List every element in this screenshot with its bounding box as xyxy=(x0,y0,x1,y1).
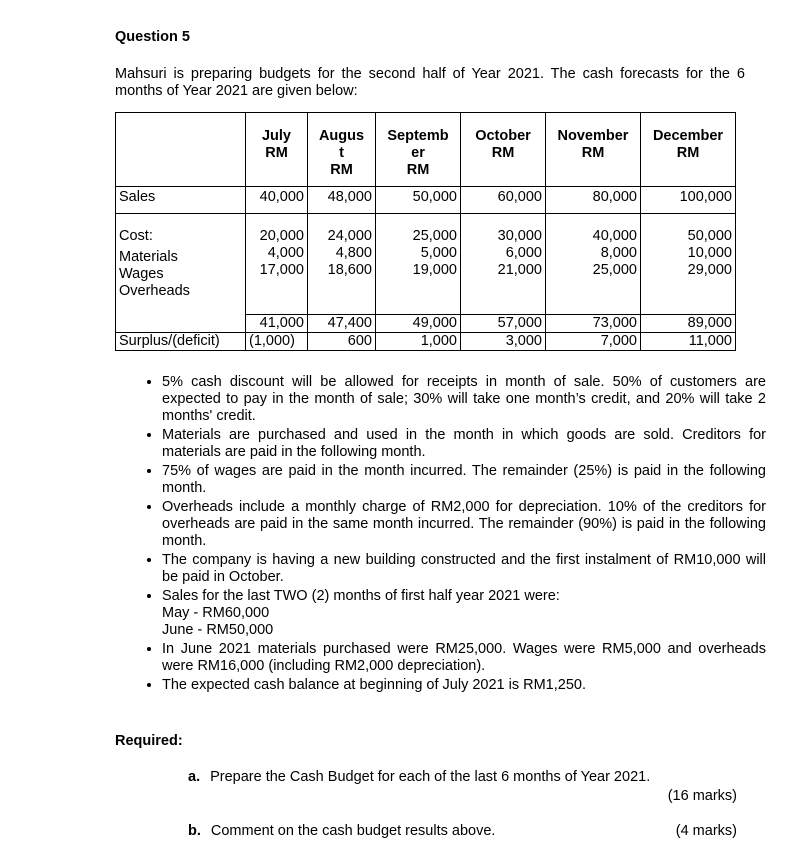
list-item: • The company is having a new building constructed and the first instalment of RM10,000 will be paid in October. xyxy=(162,552,766,586)
cash-forecast-table xyxy=(115,112,736,351)
total-cost-cell: 73,000 xyxy=(546,315,641,333)
cost-cell: 25,000 5,000 19,000 xyxy=(376,214,461,315)
total-cost-cell: 89,000 xyxy=(641,315,736,333)
prior-sales-may: May - RM60,000 xyxy=(162,605,270,621)
surplus-cell: 3,000 xyxy=(461,333,546,351)
total-cost-cell: 47,400 xyxy=(308,315,376,333)
part-b xyxy=(188,823,495,839)
header-september: Septemb er RM xyxy=(376,113,461,187)
sales-cell: 60,000 xyxy=(461,187,546,214)
cost-cell: 40,000 8,000 25,000 xyxy=(546,214,641,315)
cost-row xyxy=(116,214,736,315)
total-cost-cell: 49,000 xyxy=(376,315,461,333)
required-heading: Required: xyxy=(115,733,183,749)
question-intro: Mahsuri is preparing budgets for the second half of Year 2021. The cash forecasts for the 6 months of Year 2021 are given below: xyxy=(115,66,745,99)
list-item: • The expected cash balance at beginning of July 2021 is RM1,250. xyxy=(162,677,766,694)
sales-label: Sales xyxy=(116,187,246,214)
part-a xyxy=(188,769,650,785)
list-item: • In June 2021 materials purchased were RM25,000. Wages were RM5,000 and overheads were RM16,000 (including RM2,000 depreciation). xyxy=(162,641,766,675)
cost-cell: 30,000 6,000 21,000 xyxy=(461,214,546,315)
list-item: • 5% cash discount will be allowed for receipts in month of sale. 50% of customers are expected to pay in the month of sale; 30% will take one month’s credit, and 20% will take 2 months' credit. xyxy=(162,374,766,425)
surplus-cell: 11,000 xyxy=(641,333,736,351)
total-cost-cell: 41,000 xyxy=(246,315,308,333)
part-b-text: Comment on the cash budget results above. xyxy=(210,823,496,839)
total-cost-cell: 57,000 xyxy=(461,315,546,333)
surplus-row xyxy=(116,333,736,351)
prior-sales-intro: • Sales for the last TWO (2) months of first half year 2021 were: xyxy=(162,588,560,604)
header-blank xyxy=(116,113,246,187)
part-a-marks: (16 marks) xyxy=(667,788,737,804)
surplus-label: Surplus/(deficit) xyxy=(116,333,246,351)
total-cost-row xyxy=(116,315,736,333)
part-b-label: b. xyxy=(188,823,201,839)
header-december: December RM xyxy=(641,113,736,187)
assumptions-list xyxy=(140,374,766,696)
list-item xyxy=(162,588,766,639)
part-a-label: a. xyxy=(188,769,201,785)
cost-cell: 50,000 10,000 29,000 xyxy=(641,214,736,315)
header-row xyxy=(116,113,736,187)
surplus-cell: 7,000 xyxy=(546,333,641,351)
header-october: October RM xyxy=(461,113,546,187)
header-november: November RM xyxy=(546,113,641,187)
list-item: • Overheads include a monthly charge of RM2,000 for depreciation. 10% of the creditors for overheads are paid in the same month incurred. The remainder (90%) is paid in the following month. xyxy=(162,499,766,550)
header-august: Augus t RM xyxy=(308,113,376,187)
sales-cell: 40,000 xyxy=(246,187,308,214)
cost-labels: Cost: Materials Wages Overheads xyxy=(116,214,246,315)
sales-cell: 80,000 xyxy=(546,187,641,214)
list-item: • Materials are purchased and used in the month in which goods are sold. Creditors for materials are paid in the following month. xyxy=(162,427,766,461)
total-cost-label xyxy=(116,315,246,333)
question-title: Question 5 xyxy=(115,29,190,45)
sales-row xyxy=(116,187,736,214)
sales-cell: 50,000 xyxy=(376,187,461,214)
prior-sales-june: June - RM50,000 xyxy=(162,622,274,638)
surplus-cell: 600 xyxy=(308,333,376,351)
surplus-cell: (1,000) xyxy=(246,333,308,351)
cost-cell: 20,000 4,000 17,000 xyxy=(246,214,308,315)
cost-cell: 24,000 4,800 18,600 xyxy=(308,214,376,315)
part-b-marks: (4 marks) xyxy=(675,823,737,839)
sales-cell: 100,000 xyxy=(641,187,736,214)
sales-cell: 48,000 xyxy=(308,187,376,214)
part-a-text: Prepare the Cash Budget for each of the last 6 months of Year 2021. xyxy=(210,769,651,785)
header-july: July RM xyxy=(246,113,308,187)
list-item: • 75% of wages are paid in the month incurred. The remainder (25%) is paid in the following month. xyxy=(162,463,766,497)
surplus-cell: 1,000 xyxy=(376,333,461,351)
